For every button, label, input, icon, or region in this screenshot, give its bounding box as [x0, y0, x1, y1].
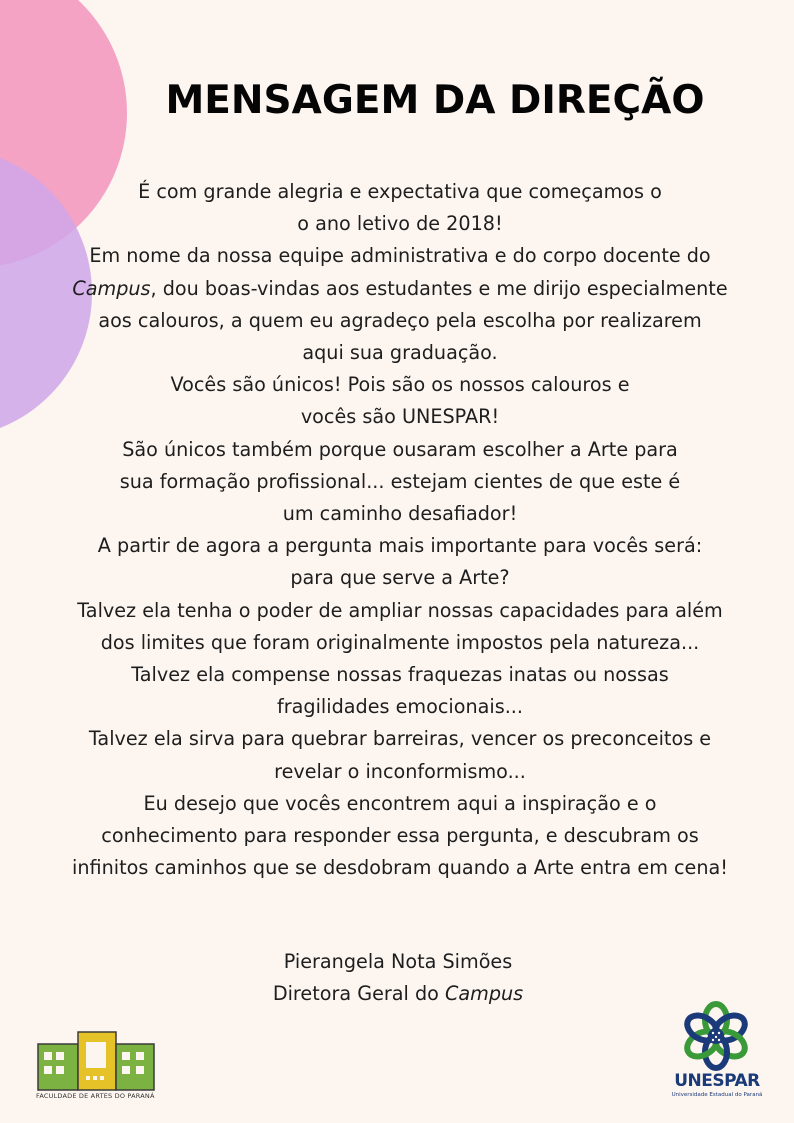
- signature-block: [100, 946, 696, 1010]
- unespar-subtitle: Universidade Estadual do Paraná: [671, 1092, 763, 1098]
- message-line: aqui sua graduação.: [302, 341, 498, 365]
- page-title: MENSAGEM DA DIREÇÃO: [165, 78, 705, 123]
- signature-role: [100, 978, 696, 1010]
- message-line: A partir de agora a pergunta mais importante para vocês será:: [97, 534, 703, 558]
- message-line: o ano letivo de 2018!: [297, 212, 503, 236]
- message-body: [30, 176, 770, 884]
- signature-role-italic: Campus: [444, 982, 524, 1005]
- message-line: para que serve a Arte?: [290, 566, 510, 590]
- message-line: um caminho desafiador!: [282, 502, 518, 526]
- message-line: fragilidades emocionais...: [277, 695, 523, 719]
- italic-campus: Campus: [72, 276, 151, 300]
- message-line: Em nome da nossa equipe administrativa e do corpo docente do: [89, 244, 711, 268]
- unespar-name: UNESPAR: [674, 1071, 760, 1091]
- message-line: aos calouros, a quem eu agradeço pela escolha por realizarem: [98, 308, 702, 332]
- signature-name: Pierangela Nota Simões: [283, 950, 513, 973]
- message-line: revelar o inconformismo...: [274, 759, 526, 783]
- message-line: Vocês são únicos! Pois são os nossos calouros e: [170, 373, 630, 397]
- message-line: infinitos caminhos que se desdobram quando a Arte entra em cena!: [72, 856, 728, 880]
- message-line: vocês são UNESPAR!: [300, 405, 500, 429]
- message-line: Talvez ela sirva para quebrar barreiras, vencer os preconceitos e: [88, 727, 712, 751]
- fap-caption: FACULDADE DE ARTES DO PARANÁ: [36, 1092, 155, 1100]
- message-line: São únicos também porque ousaram escolher a Arte para: [122, 437, 678, 461]
- message-line: Talvez ela compense nossas fraquezas inatas ou nossas: [131, 663, 669, 687]
- message-line: Talvez ela tenha o poder de ampliar nossas capacidades para além: [77, 598, 723, 622]
- signature-role-prefix: Diretora Geral do: [272, 982, 445, 1005]
- message-line: [30, 273, 770, 305]
- message-line: conhecimento para responder essa pergunta, e descubram os: [101, 824, 699, 848]
- message-line: sua formação profissional... estejam cientes de que este é: [119, 469, 681, 493]
- message-line: Eu desejo que vocês encontrem aqui a inspiração e o: [143, 791, 657, 815]
- message-line: É com grande alegria e expectativa que começamos o: [138, 180, 662, 203]
- message-line: dos limites que foram originalmente impostos pela natureza...: [100, 630, 700, 654]
- message-line-rest: , dou boas-vindas aos estudantes e me dirijo especialmente: [150, 276, 728, 300]
